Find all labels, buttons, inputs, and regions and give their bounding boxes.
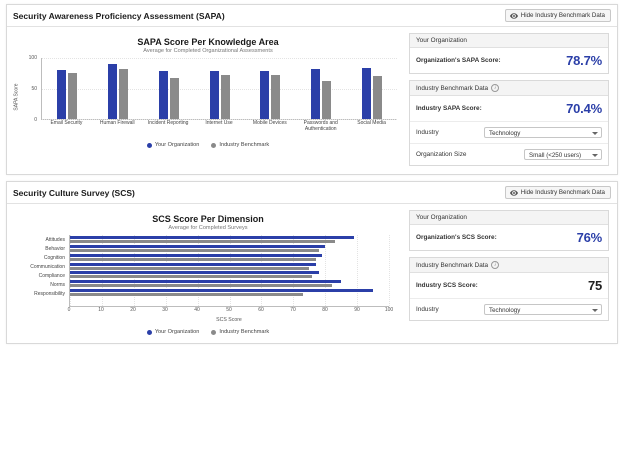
sapa-hide-benchmark-button[interactable] bbox=[505, 9, 611, 22]
scs-y-label: Behavior bbox=[45, 245, 65, 252]
scs-benchmark-score-label: Industry SCS Score: bbox=[416, 282, 478, 289]
sapa-industry-label: Industry bbox=[416, 129, 439, 136]
sapa-legend-label-org: Your Organization bbox=[154, 142, 200, 148]
sapa-org-panel bbox=[409, 33, 609, 74]
sapa-hide-benchmark-label: Hide Industry Benchmark Data bbox=[520, 12, 605, 19]
scs-chart-column bbox=[15, 210, 409, 335]
sapa-card-body bbox=[7, 27, 617, 174]
sapa-y-axis-title: SAPA Score bbox=[13, 83, 20, 111]
scs-legend-item-org bbox=[147, 329, 200, 335]
scs-y-label: Responsibility bbox=[34, 290, 65, 297]
chevron-down-icon bbox=[592, 132, 598, 135]
scs-plot-area bbox=[69, 235, 389, 307]
chevron-down-icon bbox=[592, 309, 598, 312]
sapa-x-label: Human Firewall bbox=[99, 120, 135, 126]
sapa-x-label: Mobile Devices bbox=[252, 120, 287, 126]
scs-x-tick: 0 bbox=[67, 307, 71, 313]
scs-card-body bbox=[7, 204, 617, 343]
info-icon[interactable]: i bbox=[491, 261, 499, 269]
scs-hide-benchmark-button[interactable] bbox=[505, 186, 611, 199]
scs-industry-label: Industry bbox=[416, 306, 439, 313]
info-icon[interactable]: i bbox=[491, 84, 499, 92]
sapa-benchmark-score-value: 70.4% bbox=[566, 101, 602, 116]
chevron-down-icon bbox=[592, 154, 598, 157]
sapa-bar[interactable] bbox=[221, 75, 230, 119]
sapa-industry-row bbox=[410, 122, 608, 144]
sapa-bar[interactable] bbox=[159, 71, 168, 119]
sapa-benchmark-panel-header bbox=[410, 81, 608, 96]
scs-card bbox=[6, 181, 618, 344]
sapa-bar[interactable] bbox=[373, 76, 382, 119]
sapa-x-label: Internet Use bbox=[205, 120, 233, 126]
scs-legend-label-org: Your Organization bbox=[154, 329, 200, 335]
scs-org-score-row bbox=[410, 225, 608, 250]
scs-org-panel bbox=[409, 210, 609, 251]
sapa-org-score-label: Organization's SAPA Score: bbox=[416, 57, 501, 64]
sapa-x-axis-labels bbox=[41, 120, 397, 136]
sapa-side-panel bbox=[409, 33, 609, 166]
sapa-x-label: Passwords and Authentication bbox=[303, 120, 338, 132]
scs-x-tick: 70 bbox=[290, 307, 296, 313]
sapa-card-title: Security Awareness Proficiency Assessment (SAPA) bbox=[13, 10, 225, 21]
scs-chart-title: SCS Score Per Dimension bbox=[152, 214, 264, 224]
scs-bar[interactable] bbox=[70, 249, 319, 252]
sapa-legend-item-org bbox=[147, 142, 200, 148]
sapa-org-size-select[interactable] bbox=[524, 149, 602, 160]
sapa-bar[interactable] bbox=[362, 68, 371, 119]
scs-industry-select[interactable] bbox=[484, 304, 602, 315]
sapa-org-score-row bbox=[410, 48, 608, 73]
sapa-bar-group bbox=[143, 58, 194, 119]
scs-x-tick: 100 bbox=[384, 307, 394, 313]
scs-side-panel bbox=[409, 210, 609, 335]
sapa-org-size-row bbox=[410, 144, 608, 165]
scs-x-axis-ticks bbox=[67, 307, 394, 315]
sapa-org-size-value: Small (<250 users) bbox=[529, 152, 582, 159]
sapa-chart-column bbox=[15, 33, 409, 166]
sapa-x-label: Social Media bbox=[357, 120, 386, 126]
scs-benchmark-panel-header bbox=[410, 258, 608, 273]
scs-org-panel-title: Your Organization bbox=[416, 214, 467, 221]
sapa-bar[interactable] bbox=[311, 69, 320, 119]
scs-y-label: Cognition bbox=[43, 254, 65, 261]
scs-benchmark-score-row bbox=[410, 273, 608, 299]
scs-legend-label-benchmark: Industry Benchmark bbox=[219, 329, 270, 335]
scs-bar[interactable] bbox=[70, 284, 332, 287]
sapa-bar-group bbox=[296, 58, 347, 119]
scs-y-label: Communication bbox=[30, 263, 65, 270]
sapa-bar-group bbox=[346, 58, 397, 119]
scs-legend bbox=[15, 329, 401, 335]
sapa-x-label: Email Security bbox=[50, 120, 83, 126]
scs-legend-item-benchmark bbox=[211, 329, 269, 335]
sapa-bar-chart bbox=[13, 55, 397, 136]
eye-icon bbox=[510, 190, 518, 196]
scs-x-tick: 30 bbox=[162, 307, 168, 313]
scs-bar-group bbox=[70, 262, 389, 271]
sapa-org-size-label: Organization Size bbox=[416, 151, 467, 158]
sapa-card-header bbox=[7, 5, 617, 27]
legend-dot-icon bbox=[211, 143, 216, 148]
sapa-card bbox=[6, 4, 618, 175]
scs-bar[interactable] bbox=[70, 293, 303, 296]
sapa-bar-groups bbox=[42, 58, 397, 119]
scs-bar[interactable] bbox=[70, 267, 309, 270]
scs-benchmark-score-value: 75 bbox=[587, 278, 602, 293]
legend-dot-icon bbox=[147, 330, 152, 335]
scs-chart-subtitle: Average for Completed Surveys bbox=[168, 225, 248, 231]
sapa-bar[interactable] bbox=[170, 78, 179, 119]
scs-bar[interactable] bbox=[70, 263, 316, 266]
sapa-legend-item-benchmark bbox=[211, 142, 269, 148]
scs-bar[interactable] bbox=[70, 254, 322, 257]
scs-card-title: Security Culture Survey (SCS) bbox=[13, 187, 135, 198]
sapa-plot-area bbox=[41, 58, 397, 120]
scs-bar-group bbox=[70, 271, 389, 280]
sapa-y-tick: 100 bbox=[28, 55, 37, 61]
scs-bar-group bbox=[70, 279, 389, 288]
sapa-y-tick: 50 bbox=[31, 86, 37, 92]
scs-bar-chart bbox=[17, 235, 395, 321]
sapa-bar-group bbox=[93, 58, 144, 119]
scs-x-tick: 40 bbox=[194, 307, 200, 313]
scs-y-label: Norms bbox=[50, 281, 65, 288]
sapa-bar[interactable] bbox=[57, 70, 66, 119]
sapa-bar[interactable] bbox=[68, 73, 77, 119]
sapa-chart-title: SAPA Score Per Knowledge Area bbox=[137, 37, 279, 47]
sapa-bar[interactable] bbox=[271, 75, 280, 119]
sapa-benchmark-score-row bbox=[410, 96, 608, 122]
scs-hide-benchmark-label: Hide Industry Benchmark Data bbox=[520, 189, 605, 196]
sapa-x-label: Incident Reporting bbox=[147, 120, 189, 126]
sapa-legend bbox=[15, 142, 401, 148]
scs-bar[interactable] bbox=[70, 280, 341, 283]
scs-benchmark-panel bbox=[409, 257, 609, 321]
scs-y-label: Attitudes bbox=[45, 236, 65, 243]
sapa-bar-group bbox=[194, 58, 245, 119]
scs-bar-group bbox=[70, 253, 389, 262]
sapa-bar[interactable] bbox=[322, 81, 331, 119]
sapa-y-axis bbox=[17, 55, 39, 123]
scs-x-axis-title: SCS Score bbox=[216, 317, 242, 323]
sapa-legend-label-benchmark: Industry Benchmark bbox=[219, 142, 270, 148]
sapa-org-panel-header bbox=[410, 34, 608, 48]
sapa-bar[interactable] bbox=[108, 64, 117, 119]
sapa-benchmark-panel-title: Industry Benchmark Data bbox=[416, 84, 489, 92]
scs-y-label: Compliance bbox=[38, 272, 65, 279]
sapa-industry-select[interactable] bbox=[484, 127, 602, 138]
sapa-bar-group bbox=[42, 58, 93, 119]
sapa-industry-value: Technology bbox=[489, 130, 521, 137]
scs-bar[interactable] bbox=[70, 275, 312, 278]
scs-bar[interactable] bbox=[70, 240, 335, 243]
gridline bbox=[389, 235, 390, 306]
sapa-y-tick: 0 bbox=[34, 117, 37, 123]
sapa-bar[interactable] bbox=[210, 71, 219, 119]
scs-bar[interactable] bbox=[70, 236, 354, 239]
scs-x-tick: 20 bbox=[130, 307, 136, 313]
scs-x-tick: 50 bbox=[226, 307, 232, 313]
scs-benchmark-panel-title: Industry Benchmark Data bbox=[416, 261, 489, 269]
scs-org-panel-header bbox=[410, 211, 608, 225]
scs-x-tick: 90 bbox=[354, 307, 360, 313]
sapa-org-panel-title: Your Organization bbox=[416, 37, 467, 44]
scs-card-header bbox=[7, 182, 617, 204]
scs-bar-group bbox=[70, 244, 389, 253]
sapa-benchmark-score-label: Industry SAPA Score: bbox=[416, 105, 482, 112]
scs-bar[interactable] bbox=[70, 245, 325, 248]
scs-bar[interactable] bbox=[70, 271, 319, 274]
sapa-org-score-value: 78.7% bbox=[566, 53, 602, 68]
scs-bar-group bbox=[70, 235, 389, 244]
legend-dot-icon bbox=[211, 330, 216, 335]
scs-x-tick: 80 bbox=[322, 307, 328, 313]
eye-icon bbox=[510, 13, 518, 19]
scs-y-axis-labels bbox=[17, 235, 67, 307]
scs-x-tick: 10 bbox=[98, 307, 104, 313]
scs-industry-row bbox=[410, 299, 608, 320]
scs-bar[interactable] bbox=[70, 258, 316, 261]
legend-dot-icon bbox=[147, 143, 152, 148]
scs-org-score-value: 76% bbox=[576, 230, 602, 245]
scs-org-score-label: Organization's SCS Score: bbox=[416, 234, 497, 241]
sapa-bar-group bbox=[245, 58, 296, 119]
scs-industry-value: Technology bbox=[489, 307, 521, 314]
sapa-benchmark-panel bbox=[409, 80, 609, 166]
scs-bar[interactable] bbox=[70, 289, 373, 292]
sapa-chart-subtitle: Average for Completed Organizational Assessments bbox=[143, 48, 273, 54]
sapa-bar[interactable] bbox=[260, 71, 269, 119]
sapa-bar[interactable] bbox=[119, 69, 128, 119]
scs-x-tick: 60 bbox=[258, 307, 264, 313]
scs-bar-group bbox=[70, 288, 389, 297]
